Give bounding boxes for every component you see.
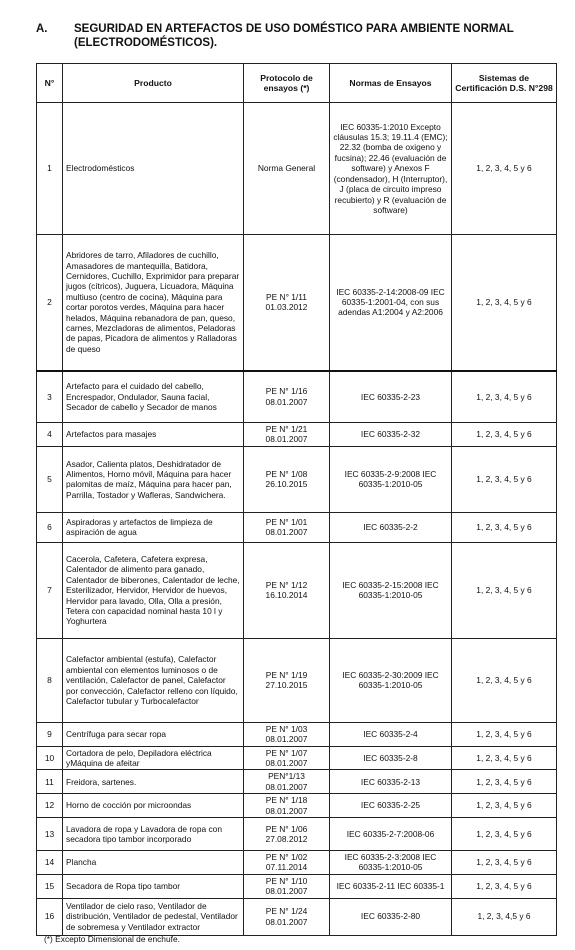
cell-protocolo: PE N° 1/08 26.10.2015 [244, 446, 330, 512]
table-row [37, 818, 557, 851]
cell-producto: Artefactos para masajes [63, 423, 244, 447]
cell-normas: IEC 60335-2-7:2008-06 [330, 818, 452, 851]
cell-sistemas: 1, 2, 3, 4, 5 y 6 [452, 423, 557, 447]
cell-protocolo: PE N° 1/10 08.01.2007 [244, 874, 330, 898]
cell-protocolo: PE N° 1/02 07.11.2014 [244, 851, 330, 875]
cell-sistemas: 1, 2, 3, 4, 5 y 6 [452, 235, 557, 371]
cell-num: 16 [37, 898, 63, 935]
table-body [37, 103, 557, 936]
cell-normas: IEC 60335-2-3:2008 IEC 60335-1:2010-05 [330, 851, 452, 875]
cell-producto: Artefacto para el cuidado del cabello, Encrespador, Ondulador, Sauna facial, Secador de cabello y Secador de manos [63, 371, 244, 423]
table-row [37, 423, 557, 447]
table-row [37, 794, 557, 818]
cell-protocolo: PE N° 1/21 08.01.2007 [244, 423, 330, 447]
header-producto: Producto [63, 64, 244, 103]
cell-producto: Horno de cocción por microondas [63, 794, 244, 818]
cell-sistemas: 1, 2, 3, 4, 5 y 6 [452, 446, 557, 512]
cell-sistemas: 1, 2, 3, 4, 5 y 6 [452, 103, 557, 235]
table-row [37, 770, 557, 794]
cell-sistemas: 1, 2, 3, 4, 5 y 6 [452, 746, 557, 770]
cell-protocolo: PE N° 1/24 08.01.2007 [244, 898, 330, 935]
cell-producto: Calefactor ambiental (estufa), Calefactor ambiental con elementos luminosos o de ventilación, Calefactor de panel, Calefactor por convección, Calefactor relleno con líquido, Calefactor tubular y Turbocalefactor [63, 638, 244, 722]
cell-producto: Plancha [63, 851, 244, 875]
cell-sistemas: 1, 2, 3, 4, 5 y 6 [452, 638, 557, 722]
footnote: (*) Excepto Dimensional de enchufe. [44, 934, 180, 944]
cell-normas: IEC 60335-2-14:2008-09 IEC 60335-1:2001-04, con sus adendas A1:2004 y A2:2006 [330, 235, 452, 371]
table-row [37, 722, 557, 746]
cell-producto: Ventilador de cielo raso, Ventilador de distribución, Ventilador de pedestal, Ventilador de sobremesa y Ventilador extractor [63, 898, 244, 935]
section-title: SEGURIDAD EN ARTEFACTOS DE USO DOMÉSTICO PARA AMBIENTE NORMAL (ELECTRODOMÉSTICOS). [74, 23, 514, 49]
cell-normas: IEC 60335-1:2010 Excepto cláusulas 15.3; 19.11.4 (EMC); 22.32 (bomba de oxigeno y fucsina); 22.46 (evaluación de software) y Anexos F (condensador), H (Interruptor), J (placa de circuito impreso recubierto) y R (evaluación de software) [330, 103, 452, 235]
cell-normas: IEC 60335-2-25 [330, 794, 452, 818]
header-sistemas: Sistemas de Certificación D.S. N°298 [452, 64, 557, 103]
cell-sistemas: 1, 2, 3, 4, 5 y 6 [452, 722, 557, 746]
cell-num: 5 [37, 446, 63, 512]
cell-producto: Cacerola, Cafetera, Cafetera expresa, Calentador de alimento para ganado, Calentador de biberones, Calentador de leche, Esterilizador, Hervidor, Hervidor de huevos, Hervidor para lavado, Olla, Olla a presión, Tetera con capacidad nominal hasta 10 l y Yoghurtera [63, 542, 244, 638]
cell-protocolo: PE N° 1/06 27.08.2012 [244, 818, 330, 851]
cell-normas: IEC 60335-2-13 [330, 770, 452, 794]
cell-num: 7 [37, 542, 63, 638]
table-row [37, 746, 557, 770]
cell-sistemas: 1, 2, 3, 4, 5 y 6 [452, 794, 557, 818]
cell-sistemas: 1, 2, 3, 4, 5 y 6 [452, 851, 557, 875]
cell-num: 8 [37, 638, 63, 722]
cell-num: 12 [37, 794, 63, 818]
cell-num: 14 [37, 851, 63, 875]
cell-num: 9 [37, 722, 63, 746]
cell-protocolo: PE N° 1/11 01.03.2012 [244, 235, 330, 371]
table-row [37, 512, 557, 542]
cell-num: 15 [37, 874, 63, 898]
table-row [37, 874, 557, 898]
cell-normas: IEC 60335-2-32 [330, 423, 452, 447]
cell-normas: IEC 60335-2-4 [330, 722, 452, 746]
cell-num: 2 [37, 235, 63, 371]
cell-num: 13 [37, 818, 63, 851]
cell-producto: Electrodomésticos [63, 103, 244, 235]
cell-num: 11 [37, 770, 63, 794]
header-protocolo: Protocolo de ensayos (*) [244, 64, 330, 103]
table-row [37, 851, 557, 875]
section-letter: A. [36, 23, 48, 35]
cell-protocolo: PE N° 1/19 27.10.2015 [244, 638, 330, 722]
cell-num: 10 [37, 746, 63, 770]
cell-producto: Lavadora de ropa y Lavadora de ropa con secadora tipo tambor incorporado [63, 818, 244, 851]
cell-sistemas: 1, 2, 3, 4, 5 y 6 [452, 770, 557, 794]
table-row [37, 371, 557, 423]
header-num: N° [37, 64, 63, 103]
table-row [37, 446, 557, 512]
cell-sistemas: 1, 2, 3, 4, 5 y 6 [452, 874, 557, 898]
section-heading [36, 22, 556, 50]
cell-normas: IEC 60335-2-9:2008 IEC 60335-1:2010-05 [330, 446, 452, 512]
cell-protocolo: Norma General [244, 103, 330, 235]
table-row [37, 103, 557, 235]
cell-normas: IEC 60335-2-8 [330, 746, 452, 770]
cell-producto: Asador, Calienta platos, Deshidratador de Alimentos, Horno móvil, Máquina para hacer palomitas de maíz, Máquina para hacer pan, Parrilla, Tostador y Wafleras, Sandwichera. [63, 446, 244, 512]
cell-protocolo: PEN°1/13 08.01.2007 [244, 770, 330, 794]
cell-protocolo: PE N° 1/01 08.01.2007 [244, 512, 330, 542]
cell-sistemas: 1, 2, 3, 4, 5 y 6 [452, 512, 557, 542]
cell-producto: Secadora de Ropa tipo tambor [63, 874, 244, 898]
cell-sistemas: 1, 2, 3, 4, 5 y 6 [452, 818, 557, 851]
products-table [36, 63, 557, 936]
table-row [37, 542, 557, 638]
cell-normas: IEC 60335-2-11 IEC 60335-1 [330, 874, 452, 898]
cell-protocolo: PE N° 1/07 08.01.2007 [244, 746, 330, 770]
cell-producto: Cortadora de pelo, Depiladora eléctrica yMáquina de afeitar [63, 746, 244, 770]
table-row [37, 898, 557, 935]
cell-sistemas: 1, 2, 3, 4,5 y 6 [452, 898, 557, 935]
cell-num: 4 [37, 423, 63, 447]
cell-normas: IEC 60335-2-15:2008 IEC 60335-1:2010-05 [330, 542, 452, 638]
table-row [37, 638, 557, 722]
cell-protocolo: PE N° 1/12 16.10.2014 [244, 542, 330, 638]
cell-protocolo: PE N° 1/16 08.01.2007 [244, 371, 330, 423]
cell-producto: Aspiradoras y artefactos de limpieza de aspiración de agua [63, 512, 244, 542]
header-normas: Normas de Ensayos [330, 64, 452, 103]
cell-normas: IEC 60335-2-2 [330, 512, 452, 542]
cell-normas: IEC 60335-2-80 [330, 898, 452, 935]
cell-protocolo: PE N° 1/18 08.01.2007 [244, 794, 330, 818]
table-row [37, 235, 557, 371]
cell-producto: Freidora, sartenes. [63, 770, 244, 794]
cell-sistemas: 1, 2, 3, 4, 5 y 6 [452, 371, 557, 423]
table-header-row [37, 64, 557, 103]
cell-normas: IEC 60335-2-30:2009 IEC 60335-1:2010-05 [330, 638, 452, 722]
cell-num: 3 [37, 371, 63, 423]
cell-num: 6 [37, 512, 63, 542]
cell-producto: Centrífuga para secar ropa [63, 722, 244, 746]
cell-normas: IEC 60335-2-23 [330, 371, 452, 423]
cell-sistemas: 1, 2, 3, 4, 5 y 6 [452, 542, 557, 638]
cell-num: 1 [37, 103, 63, 235]
cell-producto: Abridores de tarro, Afiladores de cuchillo, Amasadores de mantequilla, Batidora, Cernidores, Cuchillo, Exprimidor para preparar jugos (cítricos), Juguera, Licuadora, Máquina multiuso (centro de cocina), Máquina para cortar porotos verdes, Máquina para hacer helados, Máquina rebanadora de pan, queso, carnes, Mezcladoras de alimentos, Peladoras de papas, Picadora de alimentos y Ralladoras de queso [63, 235, 244, 371]
cell-protocolo: PE N° 1/03 08.01.2007 [244, 722, 330, 746]
